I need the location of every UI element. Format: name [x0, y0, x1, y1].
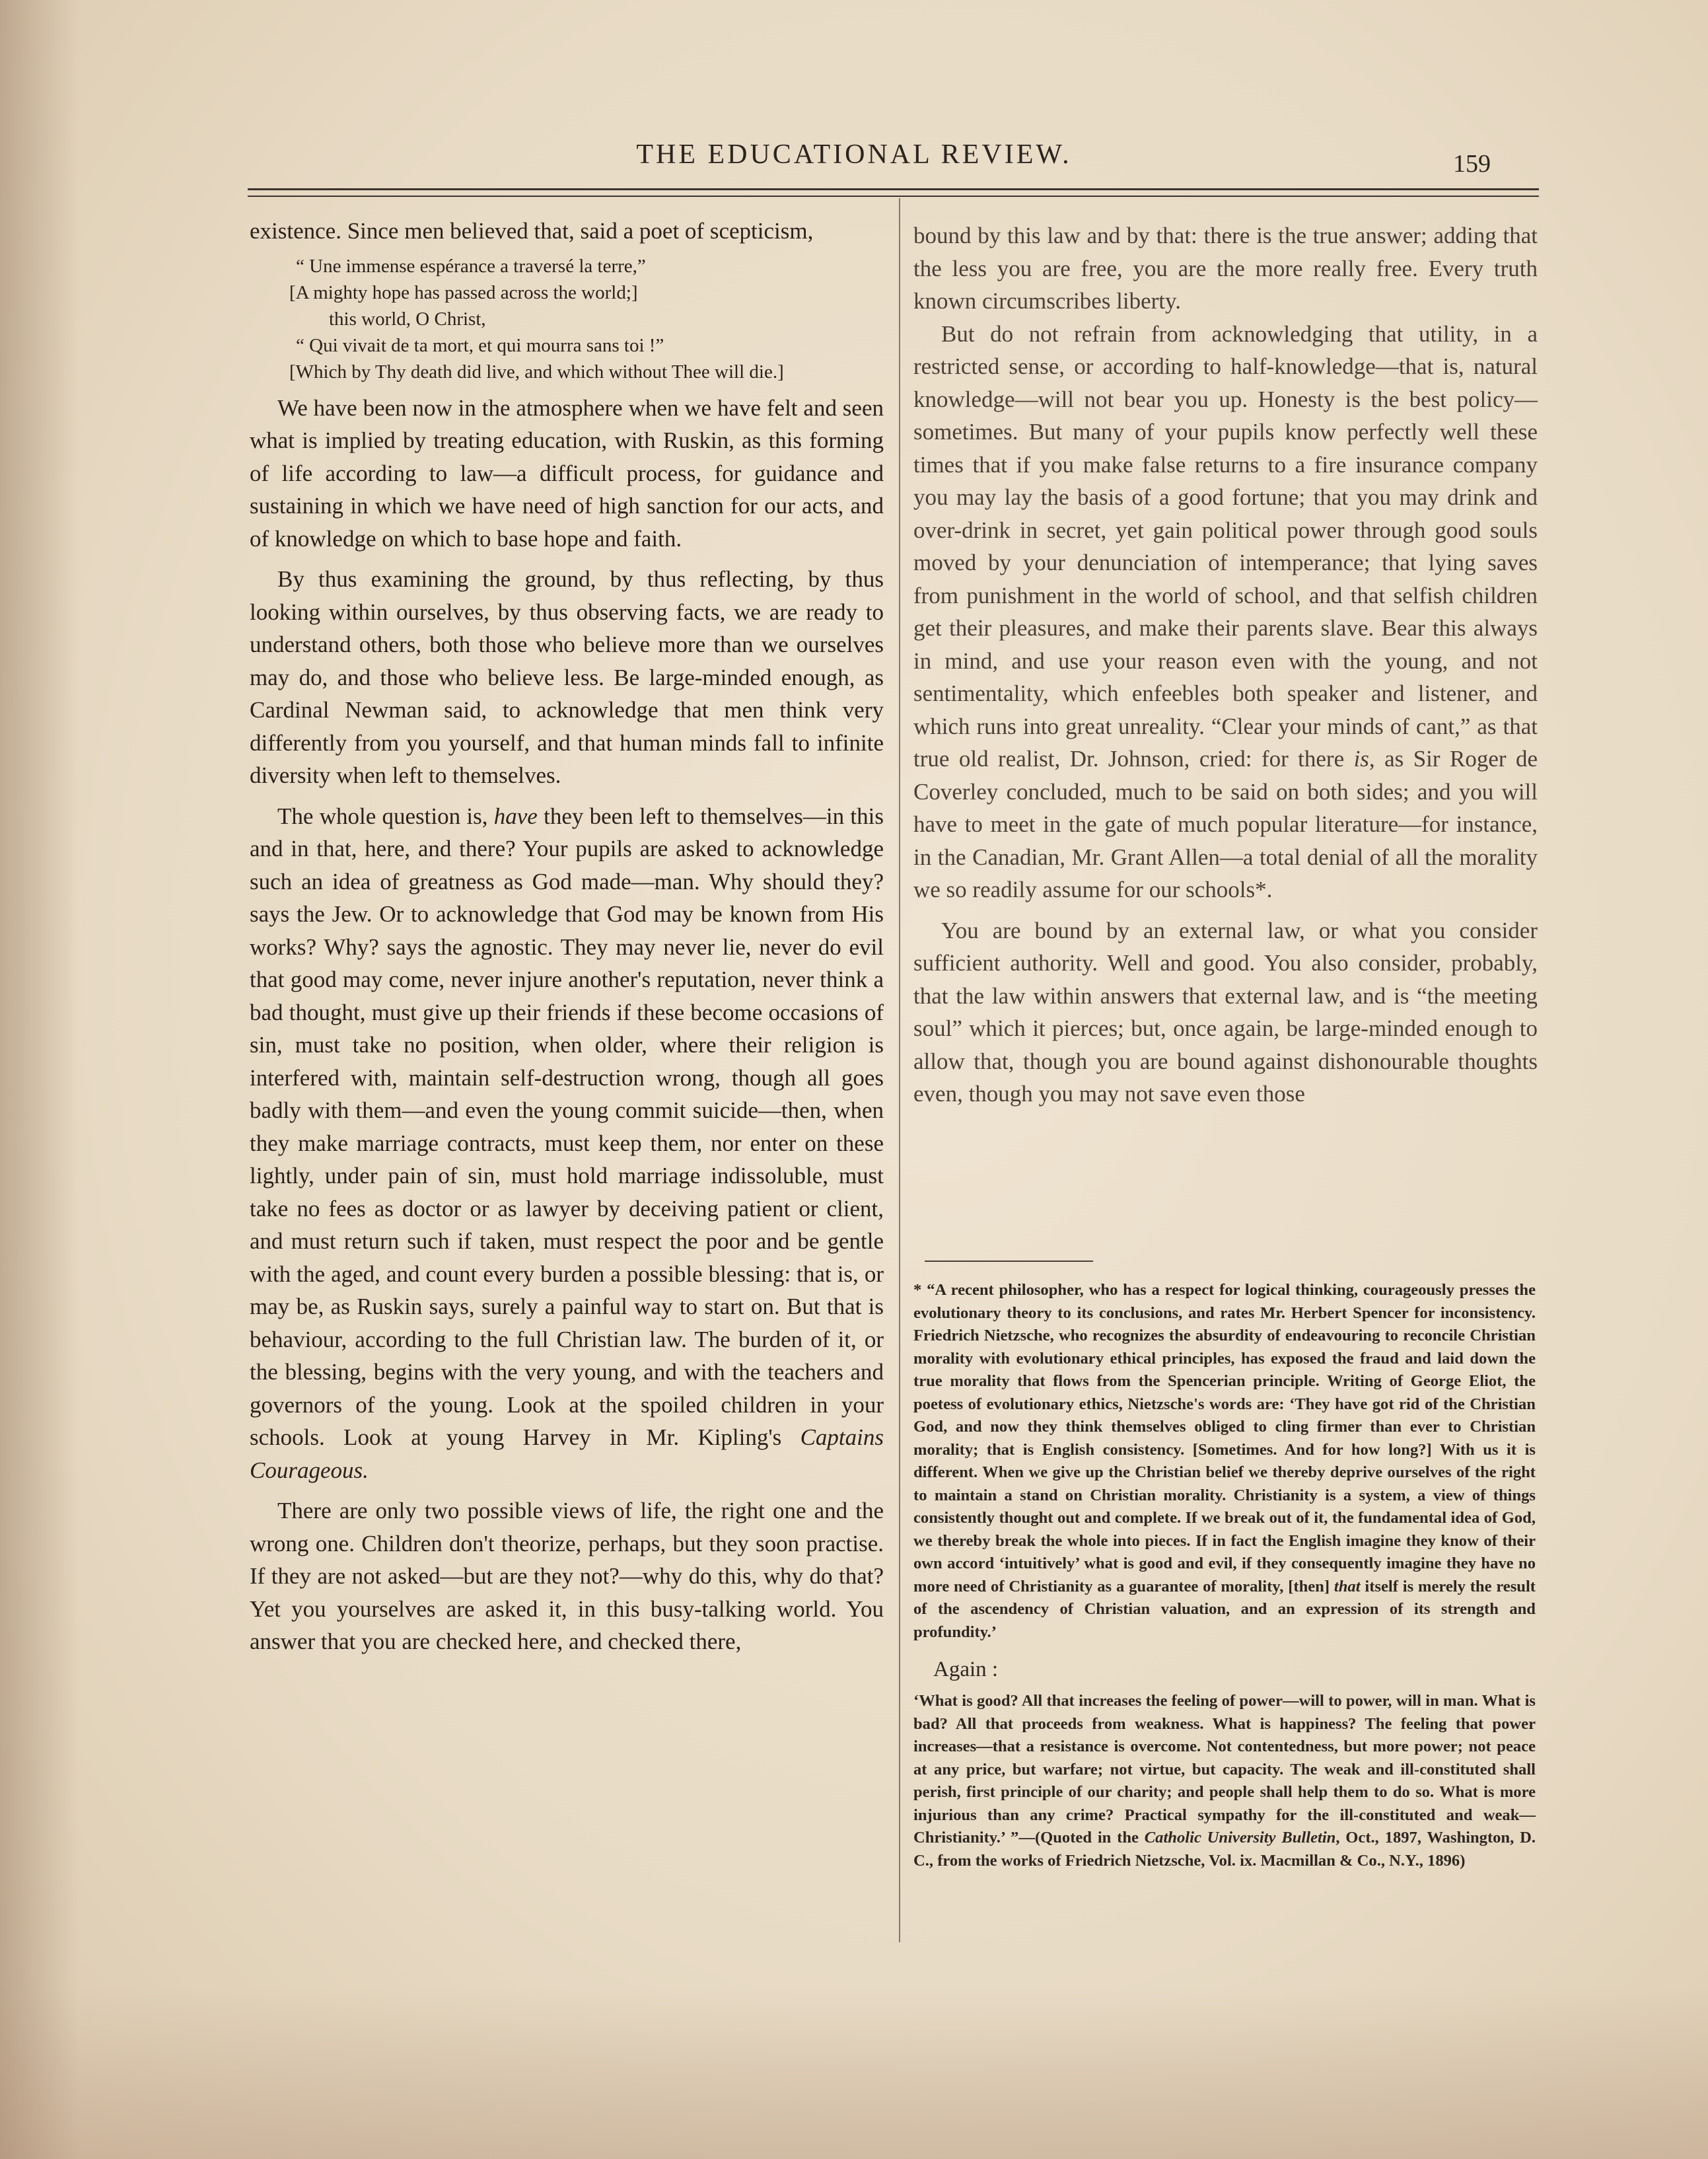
poem-line: “ Une immense espérance a traversé la terre,”	[296, 255, 646, 277]
emphasis-text: is	[1353, 746, 1369, 772]
poem-line: “ Qui vivait de ta mort, et qui mourra sans toi !”	[296, 334, 664, 356]
footnote-text: * “A recent philosopher, who has a respect for logical thinking, courageously presses the evolutionary theory to its conclusions, and rates Mr. Herbert Spencer for inconsistency. Friedrich Nietzsche, who recognizes the absurdity of endeavouring to reconcile Christian morality with evolutionary ethical principles, has exposed the fraud and laid down the true morality that flows from the Spencerian principle. Writing of George Eliot, the poetess of evolutionary ethics, Nietzsche's words are: ‘They have got rid of the Christian God, and now they think themselves obliged to cling firmer than ever to Christian morality; that is English consistency. [Sometimes. And for how long?] With us it is different. When we give up the Christian belief we thereby deprive ourselves of the right to maintain a stand on Christian morality. Christianity is a system, a view of things consistently thought out and complete. If we break out of it, the fundamental idea of God, we thereby break the whole into pieces. If in fact the English imagine they know of their own accord ‘intuitively’ what is good and evil, if they consequently imagine they have no more need of Christianity as a guarantee of morality, [then]	[913, 1281, 1536, 1595]
footnote-text: itself is merely the result of the ascendency of Christian valuation, and an expression of its strength and profundity.’	[913, 1577, 1536, 1641]
poem-quotation	[250, 253, 884, 385]
paragraph: By thus examining the ground, by thus reflecting, by thus looking within ourselves, by thus observing facts, we are ready to understand others, both those who believe more than we ourselves may do, and those who believe less. Be large-minded enough, as Cardinal Newman said, to acknowledge that men think very differently from you yourself, and that human minds fall to infinite diversity when left to themselves.	[250, 566, 884, 788]
page-bottom-shadow	[0, 1987, 1708, 2159]
paragraph-text: they been left to themselves—in this and in that, here, and there? Your pupils are asked to acknowledge such an idea of greatness as God made—man. Why should they? says the Jew. Or to acknowledge that God may be known from His works? Why? says the agnostic. They may never lie, never do evil that good may come, never injure another's reputation, never think a bad thought, must give up their friends if these become occasions of sin, must take no position, when older, where their religion is interfered with, maintain self-destruction wrong, though all goes badly with them—and even the young commit suicide—then, when they make marriage contracts, must keep them, nor enter on these lightly, under pain of sin, must hold marriage indissoluble, must take no fees as doctor or as lawyer by deceiving patient or client, and must return such if taken, must respect the poor and be gentle with the aged, and count every burden a possible blessing: that is, or may be, as Ruskin says, surely a painful way to start on. But that is behaviour, according to the full Christian law. The burden of it, or the blessing, begins with the very young, and with the teachers and governors of the young. Look at the spoiled children in your schools. Look at young Harvey in Mr. Kipling's	[250, 803, 884, 1450]
footnote-paragraph	[913, 1690, 1536, 1872]
header-rule-top	[248, 188, 1539, 190]
footnote-again-label: Again :	[933, 1658, 999, 1681]
header-rule-bottom	[248, 196, 1539, 197]
paragraph	[913, 318, 1538, 906]
left-column	[250, 215, 884, 1658]
poem-line: this world, O Christ,	[329, 308, 486, 330]
paragraph: There are only two possible views of life, the right one and the wrong one. Children don't theorize, perhaps, but they soon practise. If they are not asked—but are they not?—why do this, why do that? Yet you yourselves are asked it, in this busy-talking world. You answer that you are checked here, and checked there,	[250, 1498, 884, 1654]
footnote	[913, 1279, 1536, 1872]
left-intro-text: existence. Since men believed that, said a poet of scepticism,	[250, 218, 814, 244]
paragraph: You are bound by an external law, or what you consider sufficient authority. Well and good. You also consider, probably, that the law within answers that external law, and is “the meeting soul” which it pierces; but, once again, be large-minded enough to allow that, though you are bound against dishonourable thoughts even, though you may not save even those	[913, 917, 1538, 1107]
paragraph-text: , as Sir Roger de Coverley concluded, much to be said on both sides; and you will have to meet in the gate of much popular literature—for instance, in the Canadian, Mr. Grant Allen—a total denial of all the morality we so readily assume for our schools*.	[913, 746, 1538, 902]
page-number: 159	[1453, 150, 1491, 178]
footnote-rule	[925, 1261, 1093, 1262]
column-divider	[899, 198, 900, 1942]
book-title: Captains Courageous.	[250, 1424, 884, 1483]
paragraph	[250, 800, 884, 1487]
paragraph: We have been now in the atmosphere when we have felt and seen what is implied by treating education, with Ruskin, as this forming of life according to law—a difficult process, for guidance and sustaining in which we have need of high sanction for our acts, and of knowledge on which to base hope and faith.	[250, 394, 884, 552]
paragraph: bound by this law and by that: there is the true answer; adding that the less you are free, you are the more really free. Every truth known circumscribes liberty.	[913, 223, 1538, 314]
footnote-text: ‘What is good? All that increases the feeling of power—will to power, will in man. What is bad? All that proceeds from weakness. What is happiness? The feeling that power increases—that a resistance is overcome. Not contentedness, but more power; not peace at any price, but warfare; not virtue, but capacity. The weak and ill-constituted shall perish, first principle of our charity; and people shall help them to do so. What is more injurious than any crime? Practical sympathy for the ill-constituted and weak—Christianity.’ ”—(Quoted in the	[913, 1692, 1536, 1847]
emphasis-text: have	[493, 803, 538, 829]
poem-line: [Which by Thy death did live, and which without Thee will die.]	[289, 361, 784, 383]
paragraph-text: The whole question is,	[277, 803, 494, 829]
poem-line: [A mighty hope has passed across the world;]	[289, 281, 638, 303]
paragraph-text: But do not refrain from acknowledging that utility, in a restricted sense, or according to half-knowledge—that is, natural knowledge—will not bear you up. Honesty is the best policy—sometimes. But many of your pupils know perfectly well these times that if you make false returns to a fire insurance company you may lay the basis of a good fortune; that you may drink and over-drink in secret, yet gain political power through good souls moved by your denunciation of intemperance; that lying saves from punishment in the world of school, and that selfish children get their pleasures, and make their parents slave. Bear this always in mind, and use your reason even with the young, and not sentimentality, which enfeebles both speaker and listener, and which runs into great unreality. “Clear your minds of cant,” as that true old realist, Dr. Johnson, cried: for there	[913, 320, 1538, 772]
running-header-title: THE EDUCATIONAL REVIEW.	[636, 139, 1072, 170]
publication-title: Catholic University Bulletin	[1144, 1829, 1336, 1847]
footnote-text: , Oct., 1897, Washington, D. C., from the works of Friedrich Nietzsche, Vol. ix. Macmillan & Co., N.Y., 1896)	[913, 1829, 1536, 1870]
footnote-paragraph	[913, 1279, 1536, 1644]
right-column	[913, 219, 1538, 1111]
page-edge-shadow	[0, 0, 79, 2159]
emphasis-text: that	[1334, 1577, 1361, 1595]
